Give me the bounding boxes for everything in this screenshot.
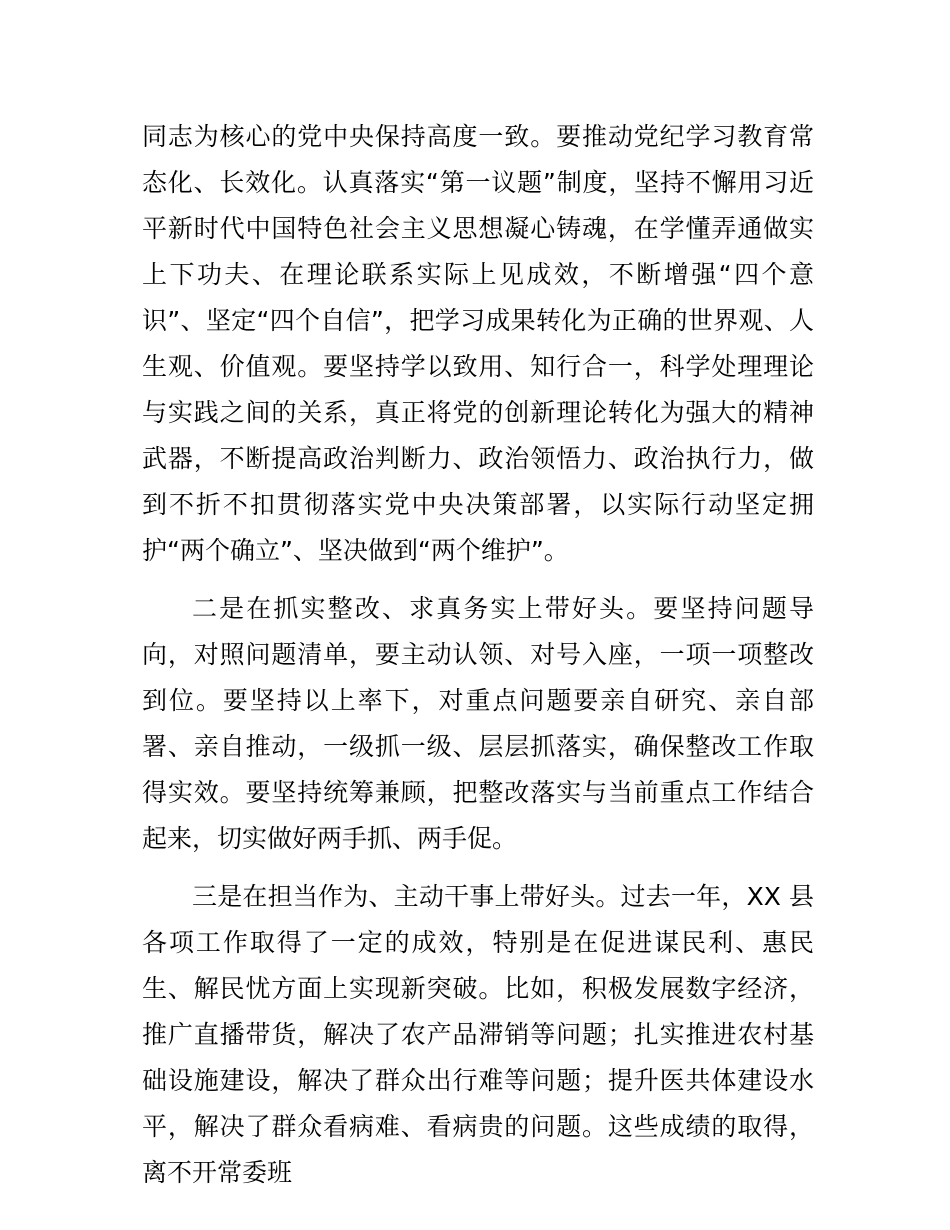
document-body (142, 114, 814, 1196)
paragraph-continuation: 同志为核心的党中央保持高度一致。要推动党纪学习教育常态化、长效化。认真落实“第一议题”制度，坚持不懈用习近平新时代中国特色社会主义思想凝心铸魂，在学懂弄通做实上下功夫、在理论联系实际上见成效，不断增强“四个意识”、坚定“四个自信”，把学习成果转化为正确的世界观、人生观、价值观。要坚持学以致用、知行合一，科学处理理论与实践之间的关系，真正将党的创新理论转化为强大的精神武器，不断提高政治判断力、政治领悟力、政治执行力，做到不折不扣贯彻落实党中央决策部署，以实际行动坚定拥护“两个确立”、坚决做到“两个维护”。 (142, 122, 814, 565)
paragraph-third-point: 三是在担当作为、主动干事上带好头。过去一年，XX 县各项工作取得了一定的成效，特别是在促进谋民利、惠民生、解民忧方面上实现新突破。比如，积极发展数字经济，推广直播带货，解决了农产品滞销等问题；扎实推进农村基础设施建设，解决了群众出行难等问题；提升医共体建设水平，解决了群众看病难、看病贵的问题。这些成绩的取得，离不开常委班 (142, 882, 814, 1187)
paragraph-second-point: 二是在抓实整改、求真务实上带好头。要坚持问题导向，对照问题清单，要主动认领、对号入座，一项一项整改到位。要坚持以上率下，对重点问题要亲自研究、亲自部署、亲自推动，一级抓一级、层层抓落实，确保整改工作取得实效。要坚持统筹兼顾，把整改落实与当前重点工作结合起来，切实做好两手抓、两手促。 (142, 594, 814, 853)
